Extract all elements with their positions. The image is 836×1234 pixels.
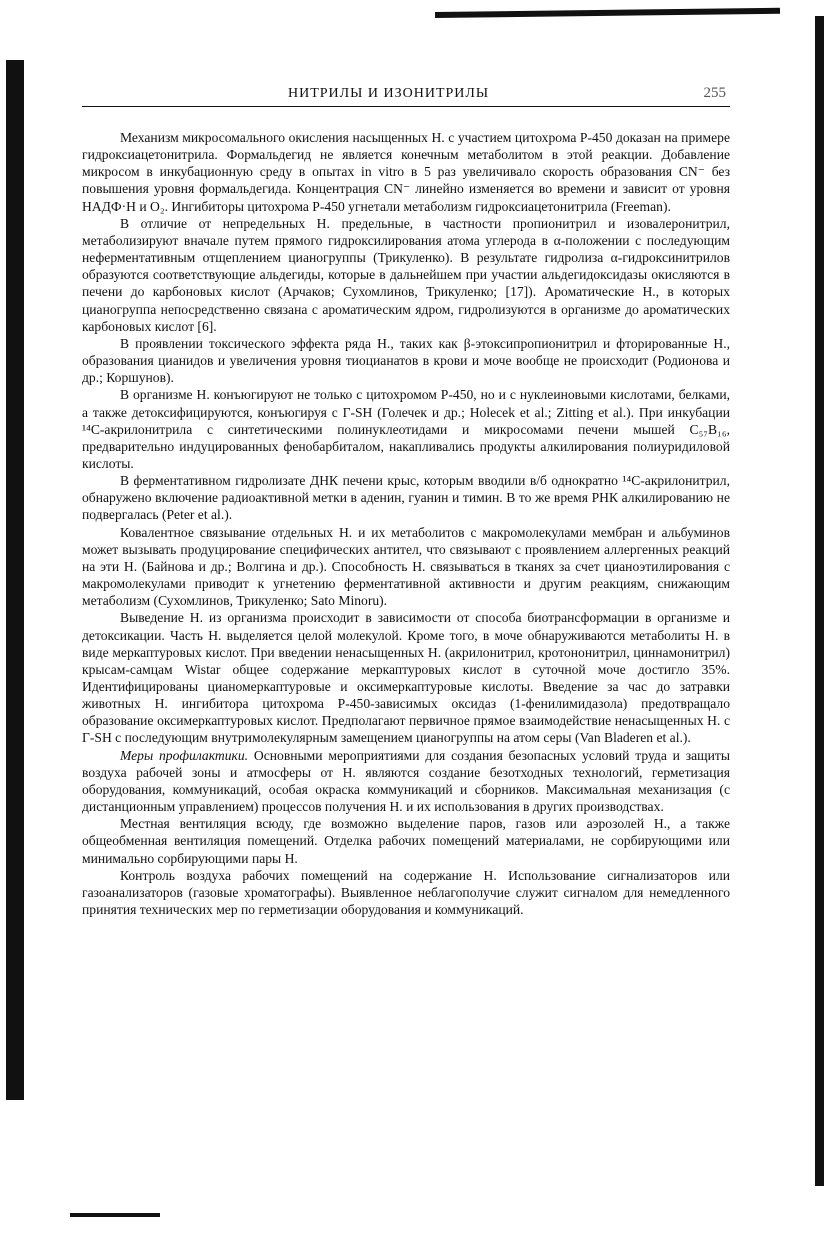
- running-head: [82, 82, 730, 107]
- paragraph-ventilation: Местная вентиляция всюду, где возможно выделение паров, газов или аэрозолей Н., а также общеобменная вентиляция помещений. Отделка рабочих помещений материалами, не сорбирующими или минимально сорбирующими пары Н.: [82, 816, 730, 866]
- paragraph-excretion: Выведение Н. из организма происходит в зависимости от способа биотрансформации в организме и детоксикации. Часть Н. выделяется целой молекулой. Кроме того, в моче обнаруживаются метаболиты Н. в виде меркаптуровых кислот. При введении ненасыщенных Н. (акрилонитрил, кротононитрил, циннамонитрил) крысам-самцам Wistar общее содержание меркаптуровых кислот в суточной моче достигло 35%. Идентифицированы цианомеркаптуровые и оксимеркаптуровые кислоты. Введение за час до затравки животных Н. ингибитора цитохрома Р-450-зависимых оксидаз (1-фенилимидазола) предотвращало образование оксимеркаптуровых кислот. Предполагают первичное прямое взаимодействие ненасыщенных Н. с Г-SH с последующим внутримолекулярным замещением цианогруппы на атом серы (Van Bladeren et al.).: [82, 610, 730, 746]
- paragraph-covalent-binding: Ковалентное связывание отдельных Н. и их метаболитов с макромолекулами мембран и альбуминов может вызывать продуцирование специфических антител, что связывают с проявлением аллергенных реакций на эти Н. (Байнова и др.; Волгина и др.). Способность Н. связываться в тканях за счет цианоэтилирования с макромолекулами приводит к угнетению ферментативной активности и другим реакциям, снижающим метаболизм (Сухомлинов, Трикуленко; Sato Minoru).: [82, 524, 730, 609]
- paragraph-air-control: Контроль воздуха рабочих помещений на содержание Н. Использование сигнализаторов или газоанализаторов (газовые хроматографы). Выявленное неблагополучие служит сигналом для немедленного принятия технических мер по герметизации оборудования и коммуникаций.: [82, 867, 730, 918]
- paragraph-microsomal-oxidation: Механизм микросомального окисления насыщенных Н. с участием цитохрома Р-450 доказан на примере гидроксиацетонитрила. Формальдегид не является конечным метаболитом в этой реакции. Добавление микросом в инкубационную среду в опытах in vitro в 5 раз увеличивало скорость образования CN⁻ без повышения уровня формальдегида. Концентрация CN⁻ линейно изменяется во времени и зависит от уровня НАДФ·Н и O₂. Ингибиторы цитохрома Р-450 угнетали метаболизм гидроксиацетонитрила (Freeman).: [82, 130, 730, 214]
- book-page: [82, 82, 730, 918]
- paragraph-saturated-nitriles: В отличие от непредельных Н. предельные, в частности пропионитрил и изовалеронитрил, метаболизируют вначале путем прямого гидроксилирования атома углерода в α-положении с последующим неферментативным отщеплением цианогруппы (Трикуленко). В результате гидролиза α-гидроксинитрилов образуются соответствующие альдегиды, которые в дальнейшем при участии альдегидоксидазы окисляются в печени до карбоновых кислот (Арчаков; Сухомлинов, Трикуленко; [17]). Ароматические Н., в которых цианогруппа непосредственно связана с ароматическим ядром, гидролизуются в организме до ароматических карбоновых кислот [6].: [82, 215, 730, 334]
- page-number: 255: [703, 85, 726, 101]
- scan-edge-right: [815, 16, 824, 1186]
- scan-edge-top: [435, 8, 780, 18]
- scan-edge-left: [6, 60, 24, 1100]
- prevention-text: Основными мероприятиями для создания безопасных условий труда и защиты воздуха рабочей зоны и атмосферы от Н. являются создание безотходных технологий, герметизация оборудования, коммуникаций, особая окраска коммуникаций и сборников. Максимальная механизация (с дистанционным управлением) процессов получения Н. и их использования в других производствах.: [82, 747, 730, 815]
- paragraph-toxic-effect: В проявлении токсического эффекта ряда Н., таких как β-этоксипропионитрил и фторированные Н., образования цианидов и увеличения уровня тиоцианатов в крови и моче вообще не происходит (Родионова и др.; Коршунов).: [82, 335, 730, 386]
- scan-edge-bottom: [70, 1213, 160, 1217]
- body-text: [82, 107, 730, 918]
- paragraph-dna-hydrolysate: В ферментативном гидролизате ДНК печени крыс, которым вводили в/б однократно ¹⁴С-акрилонитрил, обнаружено включение радиоактивной метки в аденин, гуанин и тимин. В то же время РНК алкилированию не подвергалась (Peter et al.).: [82, 473, 730, 523]
- running-title: НИТРИЛЫ И ИЗОНИТРИЛЫ: [288, 86, 490, 101]
- prevention-heading: Меры профилактики.: [120, 747, 249, 763]
- paragraph-conjugation: В организме Н. конъюгируют не только с цитохромом Р-450, но и с нуклеиновыми кислотами, белками, а также детоксифицируются, конъюгируя с Г-SH (Голечек и др.; Holecek et al.; Zitting et al.). При инкубации ¹⁴С-акрилонитрила с синтетическими полинуклеотидами и микросомами печени мышей C₅₇B₁₆, предварительно индуцированных фенобарбиталом, накапливались продукты алкилирования полиуридиловой кислоты.: [82, 387, 730, 471]
- paragraph-prevention: [82, 747, 730, 816]
